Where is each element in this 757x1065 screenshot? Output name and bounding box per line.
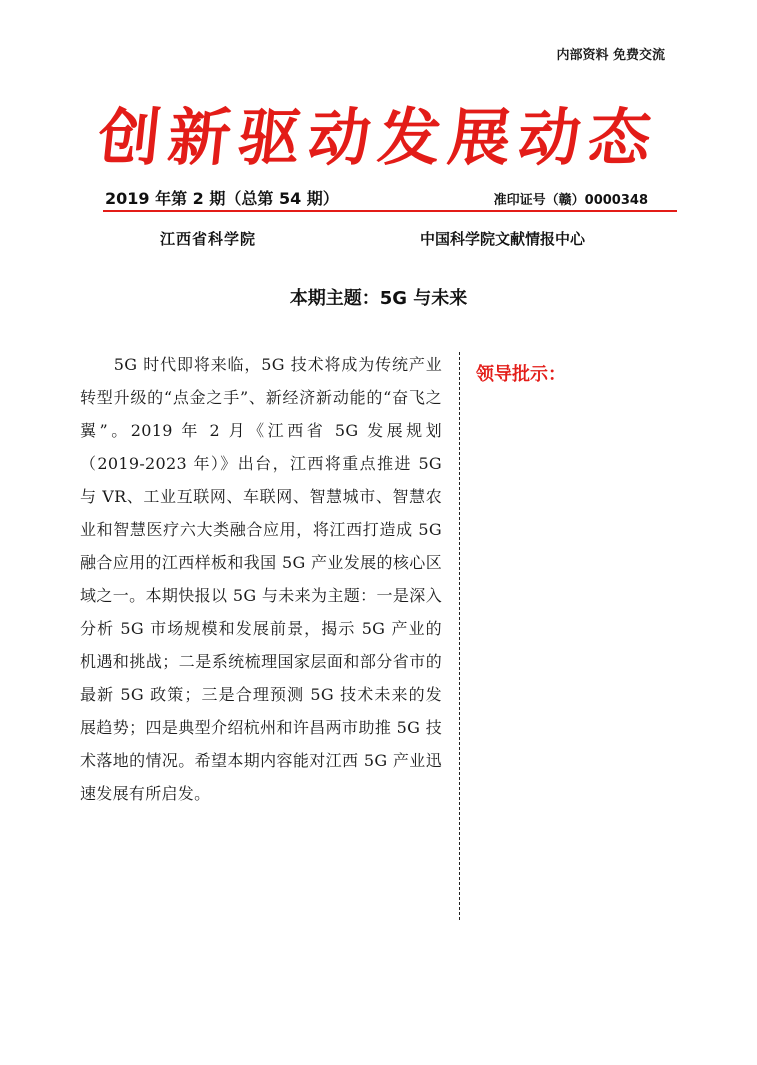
dashed-column-divider (459, 352, 460, 920)
org-jiangxi-academy: 江西省科学院 (160, 230, 257, 248)
license-number: 准印证号（赣）0000348 (493, 193, 648, 208)
header-divider-line (103, 210, 677, 212)
leader-comment-label: 领导批示： (476, 364, 566, 385)
intro-text: 5G 时代即将来临，5G 技术将成为传统产业转型升级的“点金之手”、新经济新动能的“奋飞之翼”。2019 年 2 月《江西省 5G 发展规划（2019-2023 年）》出台，江西将重点推进 5G 与 VR、工业互联网、车联网、智慧城市、智慧农业和智慧医疗六大类融合应用，将江西打造成 5G 融合应用的江西样板和我国 5G 产业发展的核心区域之一。本期快报以 5G 与未来为主题：一是深入分析 5G 市场规模和发展前景，揭示 5G 产业的机遇和挑战；二是系统梳理国家层面和部分省市的最新 5G 政策；三是合理预测 5G 技术未来的发展趋势；四是典型介绍杭州和许昌两市助推 5G 技术落地的情况。希望本期内容能对江西 5G 产业迅速发展有所启发。 (80, 355, 442, 803)
org-cas-library: 中国科学院文献情报中心 (420, 230, 586, 248)
issue-row (105, 186, 676, 208)
internal-notice: 内部资料 免费交流 (556, 48, 665, 63)
intro-paragraph (80, 348, 442, 810)
masthead-title: 创新驱动发展动态 (94, 101, 663, 174)
issue-theme: 本期主题：5G 与未来 (289, 288, 468, 309)
issue-number: 2019 年第 2 期（总第 54 期） (105, 189, 339, 208)
